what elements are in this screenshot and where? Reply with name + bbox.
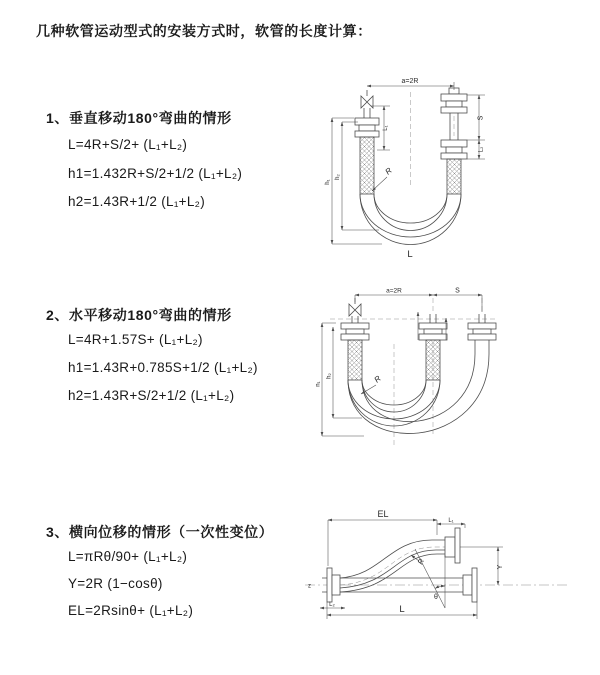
dim-label-h2: h₂ xyxy=(335,174,341,180)
dim-label-l1: L₁ xyxy=(383,125,389,131)
diagram-lateral-displacement xyxy=(297,509,592,649)
diagram-horizontal-bend xyxy=(316,284,584,456)
hose-assembly xyxy=(341,298,496,434)
dim-label-radius: R xyxy=(372,373,383,385)
dim-label-span: a=2R xyxy=(401,78,419,85)
section-2-heading: 2、水平移动180°弯曲的情形 xyxy=(46,307,232,323)
dim-label-radius: R xyxy=(415,557,427,566)
dim-label-s: S xyxy=(455,287,460,295)
left-flange xyxy=(327,568,332,602)
braided-hose-middle xyxy=(426,340,440,380)
dim-label-el: EL xyxy=(377,509,389,519)
dim-label-l2: L₂ xyxy=(329,602,335,608)
dim-label-span: a=2R xyxy=(386,287,402,295)
section-1-formula-h1: h1=1.432R+S/2+1/2 (L₁+L₂) xyxy=(68,166,243,181)
dim-label-h2: h₂ xyxy=(326,373,333,379)
dim-label-h1: h₁ xyxy=(325,179,331,185)
section-3-formula-L: L=πRθ/90+ (L₁+L₂) xyxy=(68,549,188,564)
dim-label-length: L xyxy=(407,249,413,260)
dim-label-s: S xyxy=(477,115,485,121)
valve-icon xyxy=(349,304,361,316)
section-2-formula-L: L=4R+1.57S+ (L₁+L₂) xyxy=(68,332,203,347)
right-flange xyxy=(472,568,477,602)
dimension-lines xyxy=(322,295,482,436)
section-1-formula-h2: h2=1.43R+1/2 (L₁+L₂) xyxy=(68,194,206,209)
section-3-formula-Y: Y=2R (1−cosθ) xyxy=(68,576,163,591)
page-title: 几种软管运动型式的安装方式时，软管的长度计算： xyxy=(36,23,372,39)
section-2-formula-h1: h1=1.43R+0.785S+1/2 (L₁+L₂) xyxy=(68,360,258,375)
dim-label-l2: L₂ xyxy=(478,146,485,153)
braided-hose-left xyxy=(348,340,362,380)
braided-hose-left xyxy=(360,137,374,194)
dim-label-h1: h₁ xyxy=(316,381,322,387)
section-2-formula-h2: h2=1.43R+S/2+1/2 (L₁+L₂) xyxy=(68,388,235,403)
braided-hose-right xyxy=(447,159,461,194)
dim-label-length: L xyxy=(399,604,405,615)
section-1-formula-L: L=4R+S/2+ (L₁+L₂) xyxy=(68,137,188,152)
dim-label-l1: L₁ xyxy=(448,518,454,524)
dim-label-y: Y xyxy=(497,564,504,570)
section-3-heading: 3、横向位移的情形（一次性变位） xyxy=(46,524,274,540)
section-3-formula-EL: EL=2Rsinθ+ (L₁+L₂) xyxy=(68,603,194,618)
hose-assembly xyxy=(355,88,467,245)
diagram-vertical-bend xyxy=(324,70,582,265)
hose-assembly xyxy=(322,528,477,602)
upper-flange xyxy=(455,528,460,563)
dim-label-theta: θ xyxy=(434,594,438,601)
dim-label-radius: R xyxy=(383,165,394,177)
centerline-break-mark: z xyxy=(308,583,311,590)
section-1-heading: 1、垂直移动180°弯曲的情形 xyxy=(46,110,232,126)
